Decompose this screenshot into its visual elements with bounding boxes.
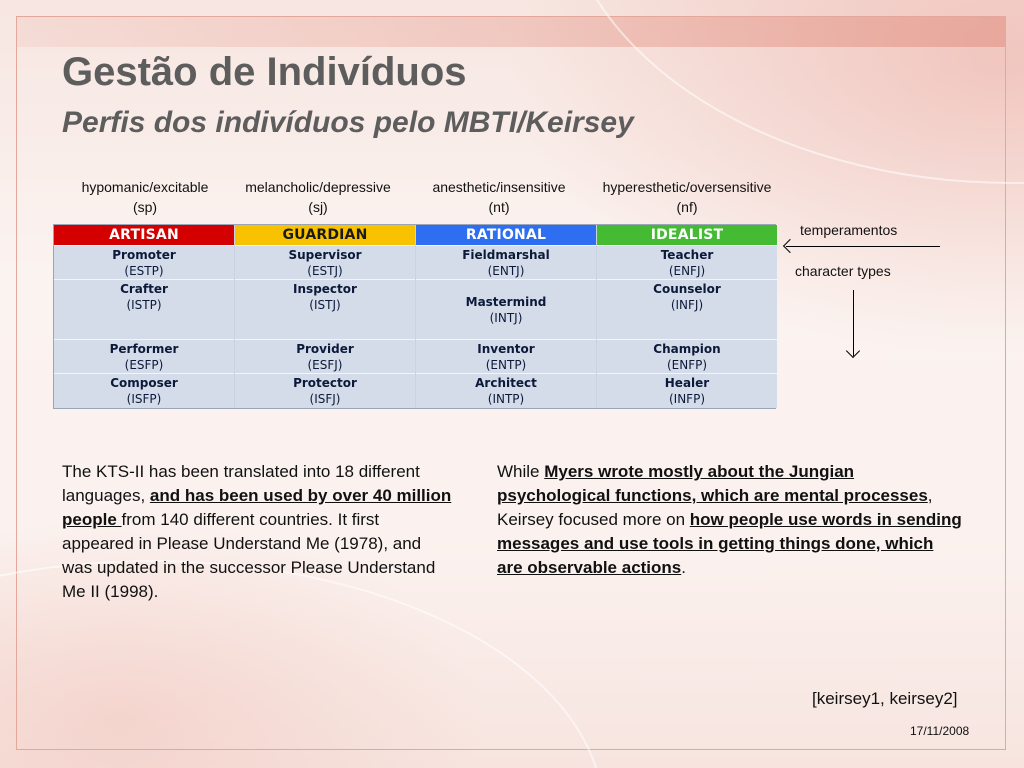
type-code: (ISTP) (126, 298, 162, 312)
type-code: (INFP) (668, 392, 706, 406)
type-code: (ESFJ) (307, 358, 343, 372)
type-name: Healer (664, 376, 710, 390)
type-code: (INFJ) (670, 298, 704, 312)
type-name: Teacher (660, 248, 714, 262)
temperament-name: anesthetic/insensitive (432, 179, 566, 195)
column-guardian (235, 225, 415, 408)
type-cell (597, 279, 777, 339)
temperament-label (414, 177, 584, 217)
type-cell (416, 279, 596, 339)
page-title: Gestão de Indivíduos (62, 50, 467, 94)
type-cell (416, 245, 596, 279)
temperament-label (60, 177, 230, 217)
type-name: Champion (653, 342, 721, 356)
temperament-label (582, 177, 792, 217)
temperament-code: (sj) (308, 199, 328, 215)
column-artisan (54, 225, 234, 408)
type-cell (54, 245, 234, 279)
type-cell (597, 339, 777, 373)
arrow-left-icon (786, 246, 940, 247)
underlined-text: how people use words in sending messages and use tools in getting things done, which are observable actions (497, 510, 962, 577)
type-cell (54, 373, 234, 408)
type-name: Provider (296, 342, 354, 356)
type-code: (ESTJ) (307, 264, 343, 278)
type-cell (54, 339, 234, 373)
temperament-label (228, 177, 408, 217)
column-header: RATIONAL (416, 225, 596, 245)
type-code: (ESFP) (124, 358, 164, 372)
type-name: Protector (293, 376, 357, 390)
arrow-down-icon (853, 290, 854, 356)
type-name: Counselor (653, 282, 721, 296)
type-name: Mastermind (465, 295, 547, 309)
type-name: Architect (475, 376, 537, 390)
type-name: Composer (110, 376, 178, 390)
type-code: (ISFJ) (309, 392, 341, 406)
type-cell (597, 245, 777, 279)
temperamentos-label: temperamentos (800, 222, 898, 238)
underlined-text: and has been used by over 40 million people (62, 486, 452, 529)
text-run: While (497, 462, 545, 481)
type-cell (416, 339, 596, 373)
type-code: (ESTP) (124, 264, 164, 278)
text-run: , Keirsey focused more on (497, 486, 933, 529)
type-cell (235, 373, 415, 408)
column-header: IDEALIST (597, 225, 777, 245)
type-name: Promoter (112, 248, 176, 262)
type-cell (235, 339, 415, 373)
column-idealist (597, 225, 777, 408)
right-paragraph (497, 460, 963, 580)
type-cell (235, 245, 415, 279)
column-header: ARTISAN (54, 225, 234, 245)
type-cell (54, 279, 234, 339)
text-run: from 140 different countries. It first appeared in Please Understand Me (1978), and was updated in the successor Please Understand Me II (1998). (62, 510, 436, 601)
temperament-name: hypomanic/excitable (81, 179, 209, 195)
type-code: (INTP) (487, 392, 525, 406)
column-header: GUARDIAN (235, 225, 415, 245)
text-run: The KTS-II has been translated into 18 different languages, (62, 462, 420, 505)
left-paragraph (62, 460, 454, 604)
temperament-code: (nt) (488, 199, 510, 215)
type-name: Crafter (120, 282, 168, 296)
type-code: (ISFP) (126, 392, 162, 406)
temperament-code: (sp) (132, 199, 158, 215)
type-code: (ENFP) (666, 358, 708, 372)
type-name: Inventor (477, 342, 535, 356)
temperament-name: melancholic/depressive (245, 179, 391, 195)
type-cell (597, 373, 777, 408)
type-name: Performer (109, 342, 179, 356)
column-rational (416, 225, 596, 408)
character-types-label: character types (795, 263, 891, 279)
type-code: (ENTJ) (487, 264, 525, 278)
type-name: Inspector (293, 282, 357, 296)
type-code: (ENTP) (485, 358, 527, 372)
page-subtitle: Perfis dos indivíduos pelo MBTI/Keirsey (62, 106, 634, 139)
reference-citation: [keirsey1, keirsey2] (812, 689, 958, 708)
keirsey-table (53, 224, 776, 409)
type-code: (ISTJ) (309, 298, 341, 312)
underlined-text: Myers wrote mostly about the Jungian psychological functions, which are mental processes (497, 462, 928, 505)
type-name: Fieldmarshal (462, 248, 550, 262)
temperament-name: hyperesthetic/oversensitive (602, 179, 772, 195)
slide-date: 17/11/2008 (910, 724, 970, 738)
type-cell (235, 279, 415, 339)
type-code: (ENFJ) (668, 264, 706, 278)
text-run: . (681, 558, 686, 577)
type-name: Supervisor (288, 248, 362, 262)
type-code: (INTJ) (489, 311, 523, 325)
temperament-code: (nf) (676, 199, 698, 215)
type-cell (416, 373, 596, 408)
